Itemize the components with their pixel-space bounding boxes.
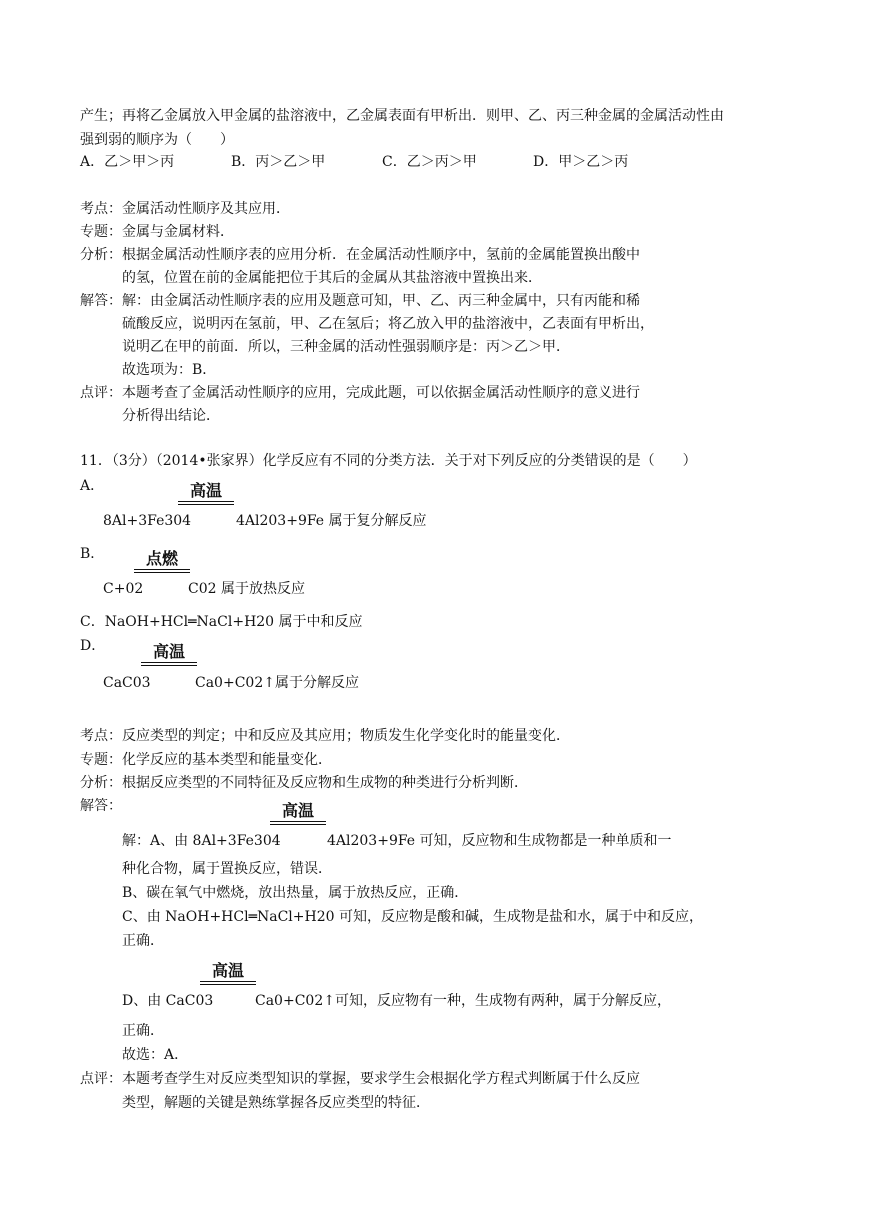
q11-option-b-condition [134, 550, 190, 573]
q11-jieda-label: 解答： [80, 798, 122, 814]
q11-kaodian: 考点：反应类型的判定；中和反应及其应用；物质发生化学变化时的能量变化． [80, 728, 570, 744]
q11-option-a-left: 8Al+3Fe304 [103, 513, 192, 529]
q10-kaodian: 考点：金属活动性顺序及其应用． [80, 201, 290, 217]
q11-option-d-left: CaC03 [103, 675, 151, 691]
q11-option-d-label: D． [80, 638, 106, 654]
q10-zhuanti: 专题：金属与金属材料． [80, 224, 234, 240]
q10-jieda-4: 故选项为：B． [122, 362, 217, 378]
q11-option-c: C．NaOH+HCl═NaCl+H20 属于中和反应 [80, 614, 363, 630]
q11-jieda-2: 种化合物，属于置换反应，错误． [122, 861, 332, 877]
q11-dianping-2: 类型，解题的关键是熟练掌握各反应类型的特征． [122, 1095, 430, 1111]
q10-stem-line2: 强到弱的顺序为（ ） [80, 132, 234, 148]
q10-jieda-2: 硫酸反应，说明丙在氢前，甲、乙在氢后；将乙放入甲的盐溶液中，乙表面有甲析出， [122, 316, 654, 332]
q11-option-b-left: C+02 [103, 581, 144, 597]
q10-dianping-1: 点评：本题考查了金属活动性顺序的应用，完成此题，可以依据金属活动性顺序的意义进行 [80, 385, 640, 401]
q11-jieda-5: 正确． [122, 933, 164, 949]
q11-jieda-1-right: 4Al203+9Fe 可知，反应物和生成物都是一种单质和一 [327, 833, 672, 849]
condition-text: 点燃 [145, 549, 178, 568]
q10-fenxi-1: 分析：根据金属活动性顺序表的应用分析．在金属活动性顺序中，氢前的金属能置换出酸中 [80, 247, 640, 263]
q11-fenxi: 分析：根据反应类型的不同特征及反应物和生成物的种类进行分析判断． [80, 775, 528, 791]
q11-option-a-label: A． [80, 478, 105, 494]
equals-bar [141, 662, 197, 666]
q11-jieda-6-right: Ca0+C02↑可知，反应物有一种，生成物有两种，属于分解反应， [255, 993, 671, 1009]
q11-jieda-4: C、由 NaOH+HCl═NaCl+H20 可知，反应物是酸和碱，生成物是盐和水，属于中和反应， [122, 909, 703, 925]
q11-option-a-right: 4Al203+9Fe 属于复分解反应 [236, 513, 427, 529]
q11-jieda-7: 正确． [122, 1023, 164, 1039]
condition-text: 高温 [152, 642, 185, 661]
q10-stem-line1: 产生；再将乙金属放入甲金属的盐溶液中，乙金属表面有甲析出．则甲、乙、丙三种金属的金属活动性由 [80, 108, 724, 124]
condition-text: 高温 [189, 481, 222, 500]
q11-option-b-right: C02 属于放热反应 [188, 581, 305, 597]
q10-jieda-1: 解答：解：由金属活动性顺序表的应用及题意可知，甲、乙、丙三种金属中，只有丙能和稀 [80, 293, 640, 309]
q10-jieda-3: 说明乙在甲的前面．所以，三种金属的活动性强弱顺序是：丙＞乙＞甲． [122, 339, 570, 355]
q11-zhuanti: 专题：化学反应的基本类型和能量变化． [80, 752, 332, 768]
q11-option-a-condition [178, 482, 234, 505]
q10-option-c: C．乙＞丙＞甲 [382, 154, 477, 170]
q11-option-b-label: B． [80, 546, 105, 562]
q11-option-d-right: Ca0+C02↑属于分解反应 [195, 675, 359, 691]
q11-jieda-condition-2 [200, 962, 256, 985]
q10-option-a: A．乙＞甲＞丙 [80, 154, 175, 170]
q11-jieda-3: B、碳在氧气中燃烧，放出热量，属于放热反应，正确． [122, 885, 469, 901]
q10-option-b: B．丙＞乙＞甲 [231, 154, 326, 170]
q11-option-d-condition [141, 643, 197, 666]
equals-bar [134, 569, 190, 573]
condition-text: 高温 [281, 801, 314, 820]
q10-fenxi-2: 的氢，位置在前的金属能把位于其后的金属从其盐溶液中置换出来． [122, 270, 542, 286]
q10-dianping-2: 分析得出结论． [122, 408, 220, 424]
q11-dianping-1: 点评：本题考查学生对反应类型知识的掌握，要求学生会根据化学方程式判断属于什么反应 [80, 1071, 640, 1087]
q11-jieda-6-left: D、由 CaC03 [122, 993, 214, 1009]
equals-bar [200, 981, 256, 985]
q11-jieda-condition-1 [270, 802, 326, 825]
q11-stem: 11．（3分）（2014•张家界）化学反应有不同的分类方法．关于对下列反应的分类错误的是（ ） [80, 453, 697, 469]
q11-jieda-8: 故选：A． [122, 1047, 189, 1063]
condition-text: 高温 [211, 961, 244, 980]
q11-jieda-1-left: 解：A、由 8Al+3Fe304 [122, 833, 281, 849]
q10-option-d: D．甲＞乙＞丙 [533, 154, 629, 170]
equals-bar [270, 821, 326, 825]
equals-bar [178, 501, 234, 505]
